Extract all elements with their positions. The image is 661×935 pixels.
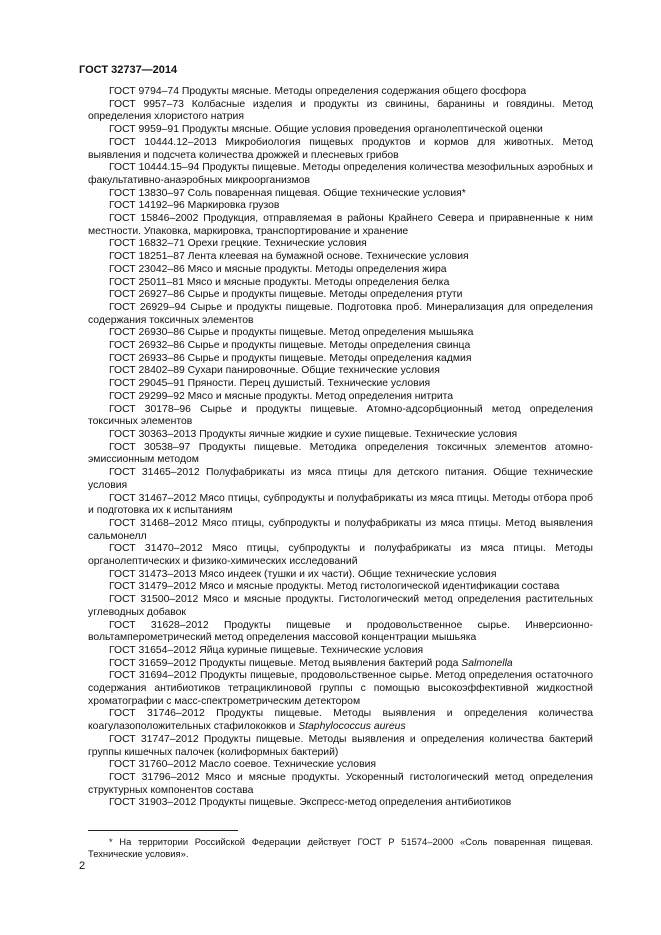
reference-text: ГОСТ 31903–2012 Продукты пищевые. Экспресс-метод определения антибиотиков	[109, 797, 512, 809]
reference-item	[88, 734, 593, 759]
reference-item	[88, 327, 593, 340]
reference-text: ГОСТ 9794–74 Продукты мясные. Методы определения содержания общего фосфора	[109, 86, 527, 97]
reference-text: ГОСТ 15846–2002 Продукция, отправляемая в районы Крайнего Севера и приравненные к ним местности. Упаковка, маркировка, транспортирование и хранение	[88, 213, 593, 237]
reference-item	[88, 467, 593, 492]
reference-item	[88, 289, 593, 302]
reference-text: ГОСТ 31747–2012 Продукты пищевые. Методы выявления и определения количества бактерий группы кишечных палочек (колиформных бактерий)	[88, 733, 593, 758]
reference-item	[88, 442, 593, 467]
reference-text: ГОСТ 30363–2013 Продукты яичные жидкие и сухие пищевые. Технические условия	[109, 428, 518, 440]
reference-text: ГОСТ 31479–2012 Мясо и мясные продукты. Метод гистологической идентификации состава	[109, 581, 560, 593]
reference-item	[88, 340, 593, 353]
reference-text: ГОСТ 10444.12–2013 Микробиология пищевых продуктов и кормов для животных. Метод выявления и подсчета количества дрожжей и плесневых грибов	[88, 136, 593, 161]
reference-item	[88, 594, 593, 619]
reference-item	[88, 277, 593, 290]
reference-text: ГОСТ 9957–73 Колбасные изделия и продукты из свинины, баранины и говядины. Метод определения хлористого натрия	[88, 98, 593, 123]
reference-text: ГОСТ 26927–86 Сырье и продукты пищевые. Методы определения ртути	[109, 289, 463, 301]
reference-text: ГОСТ 29045–91 Пряности. Перец душистый. Технические условия	[109, 378, 431, 390]
reference-text: ГОСТ 31796–2012 Мясо и мясные продукты. Ускоренный гистологический метод определения структурных компонентов состава	[88, 771, 593, 796]
reference-text: ГОСТ 31465–2012 Полуфабрикаты из мяса птицы для детского питания. Общие технические условия	[88, 467, 593, 491]
reference-item	[88, 429, 593, 442]
reference-item	[88, 797, 593, 810]
reference-italic-term: Salmonella	[461, 657, 513, 669]
reference-text: ГОСТ 31628–2012 Продукты пищевые и продовольственное сырье. Инверсионно-вольтамперометрический метод определения массовой концентрации мышьяка	[88, 619, 593, 644]
reference-item	[88, 302, 593, 327]
reference-text: ГОСТ 31654–2012 Яйца куриные пищевые. Технические условия	[109, 644, 424, 656]
page-number: 2	[79, 860, 86, 872]
reference-item	[88, 543, 593, 568]
reference-text: ГОСТ 29299–92 Мясо и мясные продукты. Метод определения нитрита	[109, 390, 454, 402]
reference-item	[88, 188, 593, 201]
reference-text: ГОСТ 30178–96 Сырье и продукты пищевые. Атомно-адсорбционный метод определения токсичных элементов	[88, 403, 593, 428]
reference-text: ГОСТ 26929–94 Сырье и продукты пищевые. Подготовка проб. Минерализация для определения содержания токсичных элементов	[88, 301, 593, 326]
reference-item	[88, 264, 593, 277]
reference-item	[88, 99, 593, 124]
reference-item	[88, 162, 593, 187]
reference-text: ГОСТ 25011–81 Мясо и мясные продукты. Методы определения белка	[109, 276, 450, 288]
reference-item	[88, 518, 593, 543]
reference-italic-term: Staphylococcus aureus	[298, 721, 406, 733]
reference-text: ГОСТ 23042–86 Мясо и мясные продукты. Методы определения жира	[109, 263, 447, 275]
reference-text: ГОСТ 26933–86 Сырье и продукты пищевые. Методы определения кадмия	[109, 352, 472, 364]
reference-text: ГОСТ 31467–2012 Мясо птицы, субпродукты и полуфабрикаты из мяса птицы. Методы отбора проб и подготовка их к испытаниям	[88, 492, 593, 517]
reference-item	[88, 772, 593, 797]
reference-item	[88, 708, 593, 733]
footnote-separator	[88, 830, 238, 831]
reference-text: ГОСТ 31746–2012 Продукты пищевые. Методы выявления и определения количества коагулазоположительных стафилококков и	[88, 708, 593, 733]
reference-text: ГОСТ 26932–86 Сырье и продукты пищевые. Методы определения свинца	[109, 340, 471, 352]
reference-text: ГОСТ 31470–2012 Мясо птицы, субпродукты и полуфабрикаты из мяса птицы. Методы органолептических и физико-химических исследований	[88, 543, 593, 568]
reference-text: ГОСТ 16832–71 Орехи грецкие. Технические условия	[109, 238, 367, 250]
reference-item	[88, 137, 593, 162]
reference-text: ГОСТ 31694–2012 Продукты пищевые, продовольственное сырье. Метод определения остаточного содержания антибиотиков тетрациклиновой группы с помощью высокоэффективной жидкостной хроматографии с масс-спектрометрическим детектором	[88, 670, 593, 707]
reference-item	[88, 238, 593, 251]
reference-item	[88, 404, 593, 429]
reference-item	[88, 569, 593, 582]
reference-text: ГОСТ 31659–2012 Продукты пищевые. Метод выявления бактерий рода	[109, 657, 462, 669]
normative-references-list	[88, 86, 593, 810]
reference-text: ГОСТ 31760–2012 Масло соевое. Технические условия	[109, 759, 377, 771]
reference-text: ГОСТ 9959–91 Продукты мясные. Общие условия проведения органолептической оценки	[109, 124, 543, 136]
reference-text: ГОСТ 14192–96 Маркировка грузов	[109, 200, 280, 212]
reference-text: ГОСТ 31473–2013 Мясо индеек (тушки и их части). Общие технические условия	[109, 568, 497, 580]
reference-item	[88, 658, 593, 671]
reference-text: ГОСТ 31468–2012 Мясо птицы, субпродукты и полуфабрикаты из мяса птицы. Метод выявления сальмонелл	[88, 517, 593, 542]
reference-item	[88, 124, 593, 137]
reference-item	[88, 86, 593, 99]
footnote: * На территории Российской Федерации действует ГОСТ Р 51574–2000 «Соль поваренная пищевая. Технические условия».	[88, 836, 593, 859]
reference-item	[88, 200, 593, 213]
reference-text: ГОСТ 31500–2012 Мясо и мясные продукты. Гистологический метод определения растительных углеводных добавок	[88, 594, 593, 618]
reference-text: ГОСТ 18251–87 Лента клеевая на бумажной основе. Технические условия	[109, 251, 469, 263]
document-header: ГОСТ 32737—2014	[79, 64, 178, 76]
reference-item	[88, 378, 593, 391]
reference-text: ГОСТ 30538–97 Продукты пищевые. Методика определения токсичных элементов атомно-эмиссионным методом	[88, 441, 593, 466]
reference-item	[88, 670, 593, 708]
reference-text: ГОСТ 28402–89 Сухари панировочные. Общие технические условия	[109, 365, 440, 377]
reference-item	[88, 645, 593, 658]
reference-item	[88, 213, 593, 238]
reference-item	[88, 353, 593, 366]
reference-item	[88, 581, 593, 594]
reference-item	[88, 759, 593, 772]
reference-item	[88, 493, 593, 518]
reference-text: ГОСТ 26930–86 Сырье и продукты пищевые. Метод определения мышьяка	[109, 327, 474, 339]
reference-text: ГОСТ 13830–97 Соль поваренная пищевая. Общие технические условия*	[109, 187, 466, 199]
reference-item	[88, 391, 593, 404]
reference-item	[88, 365, 593, 378]
reference-item	[88, 251, 593, 264]
reference-text: ГОСТ 10444.15–94 Продукты пищевые. Методы определения количества мезофильных аэробных и факультативно-анаэробных микроорганизмов	[88, 162, 593, 186]
reference-item	[88, 620, 593, 645]
